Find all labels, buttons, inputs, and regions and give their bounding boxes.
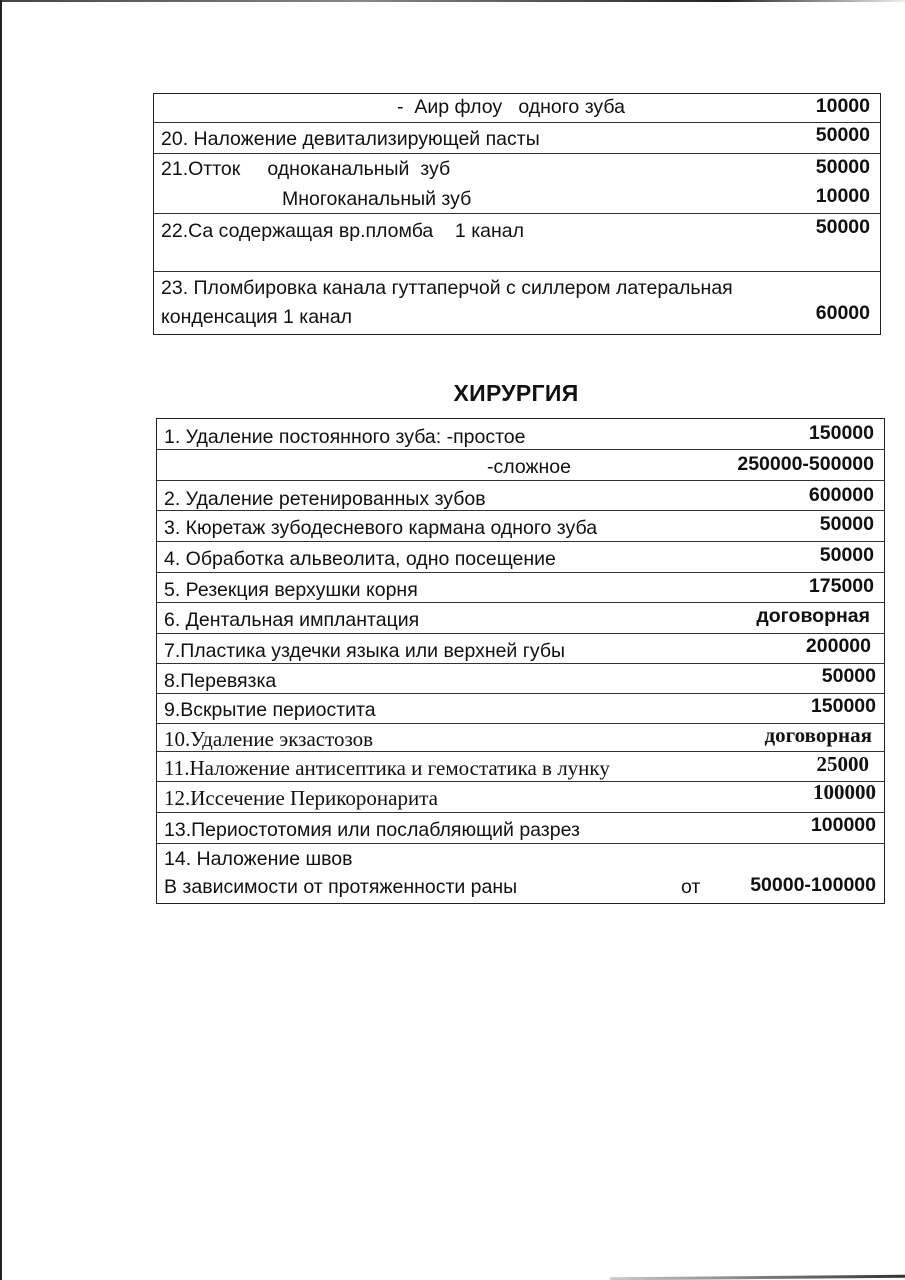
table-row xyxy=(157,573,884,603)
service-label: 20. Наложение девитализирующей пасты xyxy=(161,128,540,150)
table-row xyxy=(157,634,884,664)
service-label: 7.Пластика уздечки языка или верхней губы xyxy=(164,640,566,662)
service-price: 50000 xyxy=(815,156,870,178)
service-label: 21.Отток одноканальный зуб xyxy=(161,158,451,180)
scan-edge-left xyxy=(0,0,2,1280)
service-label: 13.Периостотомия или послабляющий разрез xyxy=(164,819,580,841)
table-row xyxy=(154,214,880,272)
service-label: 3. Кюретаж зубодесневого кармана одного зуба xyxy=(164,517,598,539)
table-row xyxy=(157,511,884,542)
service-label: 2. Удаление ретенированных зубов xyxy=(164,488,486,510)
table-row xyxy=(157,844,884,903)
service-label: 8.Перевязка xyxy=(164,670,277,692)
service-price: 50000 xyxy=(821,665,876,687)
table-row xyxy=(154,94,880,123)
service-price: договорная xyxy=(764,723,872,747)
table-row xyxy=(154,272,880,334)
service-price: 200000 xyxy=(805,635,871,657)
service-label: 23. Пломбировка канала гуттаперчой с силлером латеральная xyxy=(161,277,733,299)
service-label: 4. Обработка альвеолита, одно посещение xyxy=(164,548,556,570)
table-row xyxy=(157,782,884,813)
service-price: 50000 xyxy=(815,124,870,146)
service-label: 1. Удаление постоянного зуба: -простое xyxy=(164,426,526,448)
table-row xyxy=(157,813,884,844)
service-price: договорная xyxy=(756,605,870,627)
table-row xyxy=(157,664,884,694)
service-price: 10000 xyxy=(815,95,870,117)
service-price: 60000 xyxy=(815,302,870,324)
section-title-surgery: ХИРУРГИЯ xyxy=(453,380,579,406)
scan-edge-bottom xyxy=(610,1275,905,1280)
service-price: 50000-100000 xyxy=(750,874,876,896)
service-price: 100000 xyxy=(810,814,876,836)
table-row xyxy=(157,481,884,511)
table-row xyxy=(157,724,884,752)
service-sublabel: Многоканальный зуб xyxy=(282,188,472,210)
service-label: - Аир флоу одного зуба xyxy=(397,96,625,118)
service-price: 600000 xyxy=(808,484,874,506)
service-price: 150000 xyxy=(808,422,874,444)
service-price: 50000 xyxy=(815,216,870,238)
table-row xyxy=(154,154,880,214)
service-label: 10.Удаление экзастозов xyxy=(164,727,374,751)
table-row xyxy=(157,542,884,573)
service-subprice: 10000 xyxy=(815,185,870,207)
table-row xyxy=(157,450,884,481)
service-label: 22.Са содержащая вр.пломба 1 канал xyxy=(161,220,524,242)
surgery-price-table xyxy=(156,418,885,904)
scan-edge-top xyxy=(0,0,905,2)
service-label: -сложное xyxy=(487,456,571,478)
service-price: 150000 xyxy=(810,695,876,717)
service-price: 100000 xyxy=(813,780,876,804)
service-price: 50000 xyxy=(819,513,874,535)
table-row xyxy=(154,123,880,154)
service-label: 6. Дентальная имплантация xyxy=(164,609,420,631)
service-price: 50000 xyxy=(819,544,874,566)
service-label: 9.Вскрытие периостита xyxy=(164,699,376,721)
service-sublabel: В зависимости от протяженности раны xyxy=(164,876,518,898)
service-price: 250000-500000 xyxy=(737,453,874,475)
service-price: 175000 xyxy=(808,575,874,597)
table-row xyxy=(157,603,884,634)
service-label: 12.Иссечение Перикоронарита xyxy=(164,786,438,810)
table-row xyxy=(157,752,884,782)
therapy-price-table xyxy=(153,93,881,335)
service-label: 5. Резекция верхушки корня xyxy=(164,579,418,601)
table-row xyxy=(157,419,884,450)
service-sublabel: конденсация 1 канал xyxy=(161,306,353,328)
service-label: 11.Наложение антисептика и гемостатика в лунку xyxy=(164,756,610,780)
service-price: 25000 xyxy=(816,752,869,776)
service-label: 14. Наложение швов xyxy=(164,848,353,870)
price-prefix: от xyxy=(681,876,701,898)
